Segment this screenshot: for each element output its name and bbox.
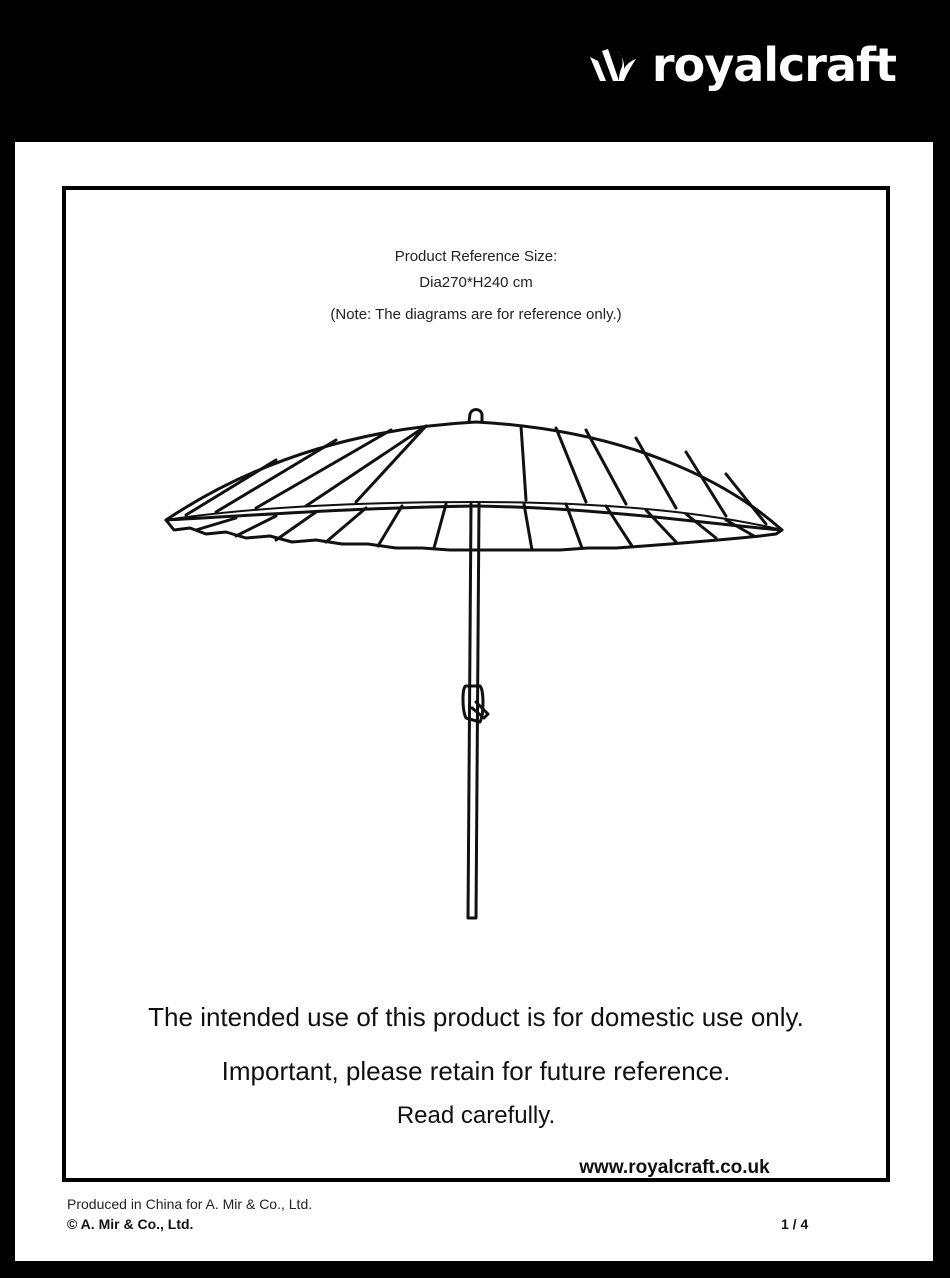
footer-copyright: © A. Mir & Co., Ltd. (67, 1216, 194, 1232)
notice-read: Read carefully. (396, 1102, 556, 1129)
notice-retain: Important, please retain for future reference. (221, 1056, 731, 1086)
content-frame (62, 186, 890, 1182)
reference-size: Dia270*H240 cm (419, 274, 533, 291)
footer-produced: Produced in China for A. Mir & Co., Ltd. (67, 1196, 313, 1212)
brand-name: royalcraft (651, 38, 896, 92)
brand (588, 38, 896, 92)
reference-title: Product Reference Size: (394, 248, 558, 265)
reference-note: (Note: The diagrams are for reference only.) (330, 306, 622, 323)
notice-domestic-use: The intended use of this product is for domestic use only. (148, 1002, 804, 1032)
manual-page (15, 142, 933, 1261)
header-bar (0, 0, 950, 142)
finial (469, 410, 482, 423)
website-link[interactable]: www.royalcraft.co.uk (556, 1158, 793, 1178)
crown-leaf-icon (588, 45, 638, 85)
page-number: 1 / 4 (781, 1216, 809, 1232)
